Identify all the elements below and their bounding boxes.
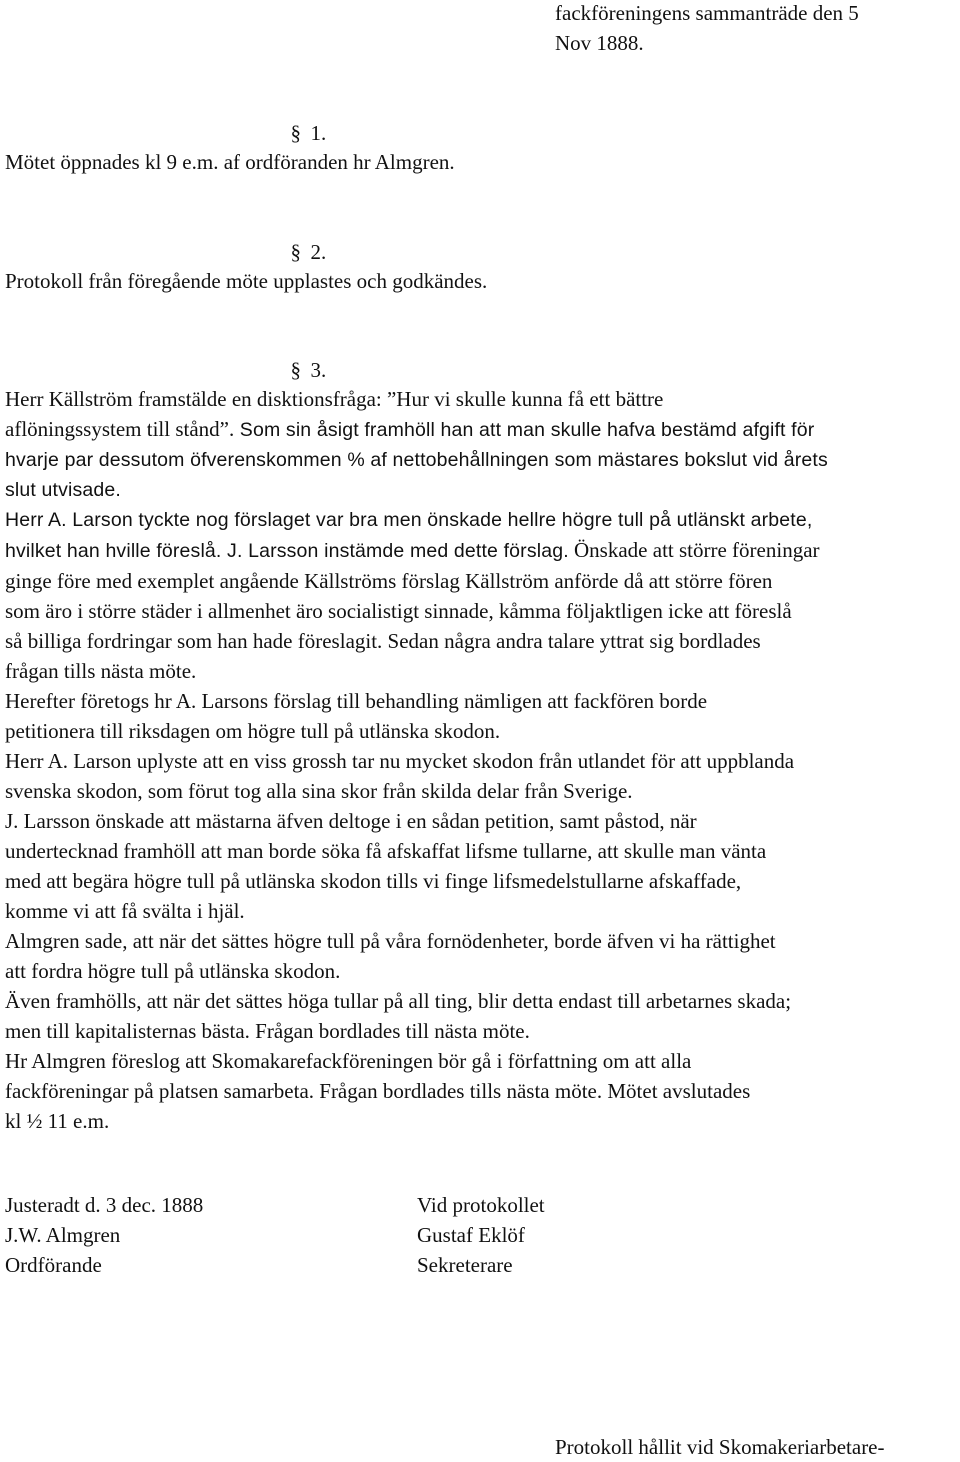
section-1-text: Mötet öppnades kl 9 e.m. af ordföranden hr Almgren.: [5, 150, 455, 174]
chair-name: J.W. Almgren: [5, 1223, 121, 1247]
next-protocol-heading: Protokoll hållit vid Skomakeriarbetare-: [555, 1435, 885, 1459]
body-line: undertecknad framhöll att man borde söka få afskaffat lifsme tullarne, att skulle man vänta: [5, 839, 767, 863]
body-line: komme vi att få svälta i hjäl.: [5, 899, 245, 923]
body-line: som äro i större städer i allmenhet äro socialistigt sinnade, kåmma följaktligen icke att föreslå: [5, 599, 792, 623]
body-line-serif-part: Önskade att större föreningar: [568, 538, 820, 562]
signature-block-secretary: [417, 1190, 545, 1280]
body-line: Almgren sade, att när det sättes högre tull på våra fornödenheter, borde äfven vi ha rättighet: [5, 929, 776, 953]
body-line: Herr A. Larson tyckte nog förslaget var bra men önskade hellre högre tull på utlänskt arbete,: [5, 509, 813, 531]
section-number: 3.: [310, 358, 327, 382]
body-line: med att begära högre tull på utlänska skodon tills vi finge lifsmedelstullarne afskaffade,: [5, 869, 742, 893]
section-heading-1: [280, 88, 326, 148]
chair-title: Ordförande: [5, 1253, 102, 1277]
section-2-text: Protokoll från föregående möte upplastes och godkändes.: [5, 269, 488, 293]
section-heading-3: [280, 325, 326, 385]
section-3-body: [5, 384, 960, 1136]
body-line-serif-part: aflöningssystem till stånd”.: [5, 417, 235, 441]
section-heading-2: [280, 207, 326, 267]
body-line: hvarje par dessutom öfverenskommen % af nettobehållningen som mästares bokslut vid årets: [5, 449, 828, 471]
body-line-sans-part: hvilket han hville föreslå. J. Larsson instämde med dette förslag.: [5, 540, 569, 562]
body-line: slut utvisade.: [5, 479, 121, 501]
section-number: 1.: [310, 121, 327, 145]
signature-block-chair: [5, 1190, 203, 1280]
body-line: frågan tills nästa möte.: [5, 659, 197, 683]
section-symbol: §: [290, 240, 301, 264]
secretary-title: Sekreterare: [417, 1253, 513, 1277]
body-line: Även framhölls, att när det sättes höga tullar på all ting, blir detta endast till arbetarnes skada;: [5, 989, 792, 1013]
body-line: att fordra högre tull på utlänska skodon.: [5, 959, 341, 983]
approval-date: Justeradt d. 3 dec. 1888: [5, 1193, 204, 1217]
meeting-title-line-2: Nov 1888.: [555, 31, 644, 55]
body-line: men till kapitalisternas bästa. Frågan bordlades till nästa möte.: [5, 1019, 530, 1043]
body-line-sans-part: Som sin åsigt framhöll han att man skulle hafva bestämd afgift för: [234, 419, 815, 441]
body-line: svenska skodon, som förut tog alla sina skor från skilda delar från Sverige.: [5, 779, 633, 803]
section-symbol: §: [290, 358, 301, 382]
body-line: petitionera till riksdagen om högre tull på utlänska skodon.: [5, 719, 501, 743]
body-line: [5, 535, 960, 566]
body-line: J. Larsson önskade att mästarna äfven deltoge i en sådan petition, samt påstod, när: [5, 809, 697, 833]
body-line: Herefter företogs hr A. Larsons förslag till behandling nämligen att fackfören borde: [5, 689, 708, 713]
body-line: kl ½ 11 e.m.: [5, 1109, 110, 1133]
body-line: [5, 414, 960, 445]
meeting-title-line-1: fackföreningens sammanträde den 5: [555, 1, 859, 25]
body-line: ginge före med exemplet angående Källströms förslag Källström anförde då att större fören: [5, 569, 773, 593]
body-line: fackföreningar på platsen samarbeta. Frågan bordlades tills nästa möte. Mötet avslutades: [5, 1079, 751, 1103]
section-symbol: §: [290, 121, 301, 145]
body-line: så billiga fordringar som han hade föreslagit. Sedan några andra talare yttrat sig bordlades: [5, 629, 761, 653]
body-line: Herr A. Larson uplyste att en viss grossh tar nu mycket skodon från utlandet för att uppblanda: [5, 749, 795, 773]
body-line: Herr Källström framstälde en disktionsfråga: ”Hur vi skulle kunna få ett bättre: [5, 387, 664, 411]
section-number: 2.: [310, 240, 327, 264]
body-line: Hr Almgren föreslog att Skomakarefackföreningen bör gå i författning om att alla: [5, 1049, 692, 1073]
secretary-name: Gustaf Eklöf: [417, 1223, 525, 1247]
minutes-label: Vid protokollet: [417, 1193, 545, 1217]
